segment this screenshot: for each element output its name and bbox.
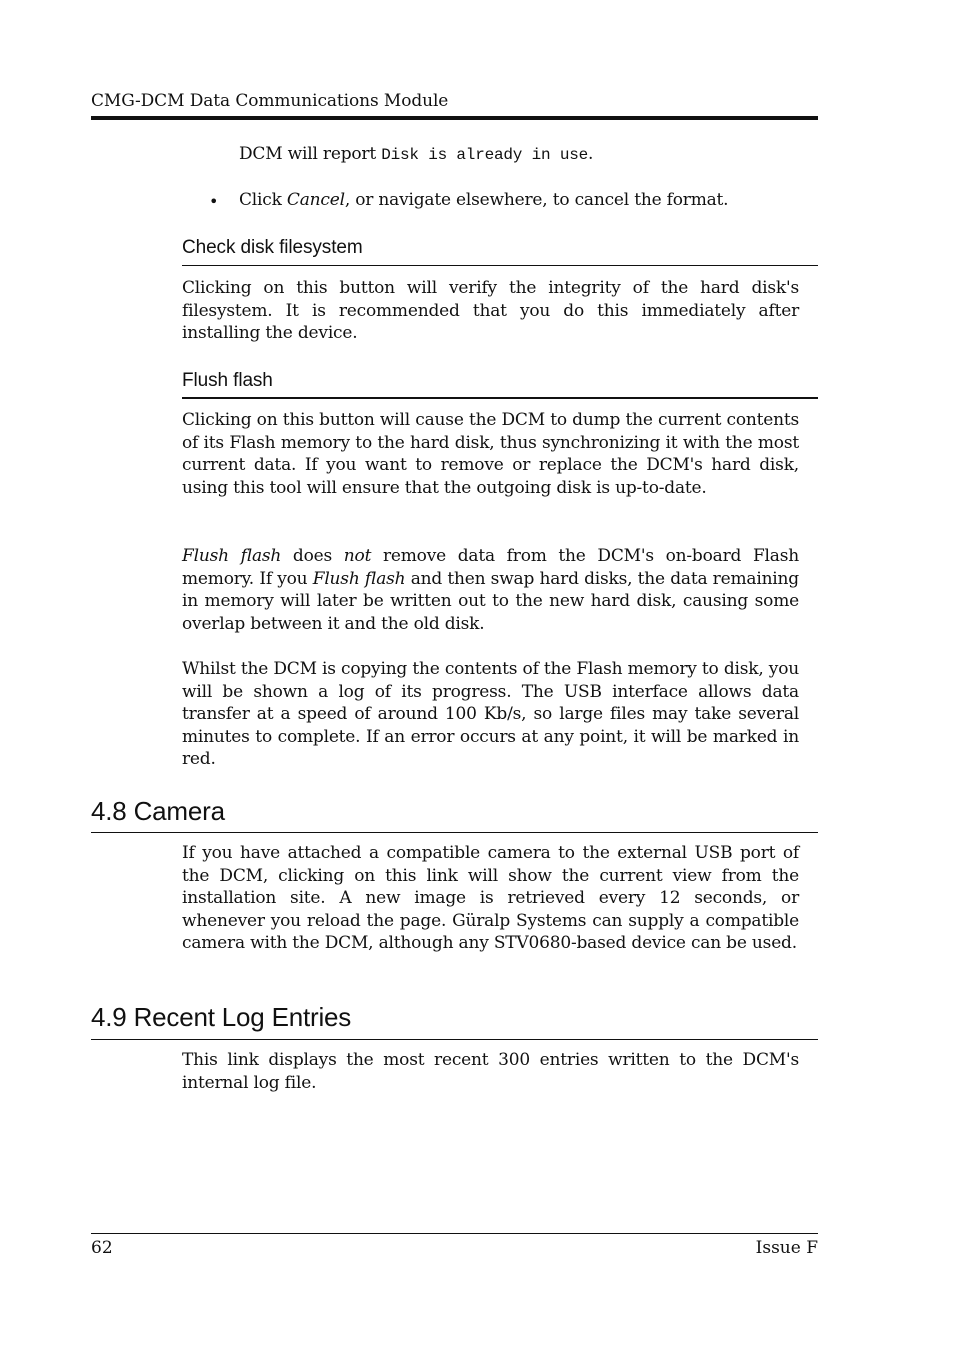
bullet-marker: •: [209, 192, 219, 211]
flush-flash-para-1: Clicking on this button will cause the DCM to dump the current contents of its Flash memory to the hard disk, thus synchronizing it with the most current data. If you want to remove or replace the DCM's hard disk, using this tool will ensure that the outgoing disk is up-to-date.: [182, 410, 799, 498]
not-emphasis: not: [343, 546, 372, 566]
cancel-term: Cancel: [286, 190, 345, 210]
flush-flash-heading: Flush flash: [182, 370, 273, 391]
recent-log-section-heading: 4.9 Recent Log Entries: [91, 1002, 352, 1032]
recent-log-section-rule: [91, 1039, 818, 1040]
check-disk-body: Clicking on this button will verify the integrity of the hard disk's filesystem. It is recommended that you do this immediately after installing the device.: [182, 278, 799, 344]
issue-label: Issue F: [755, 1238, 818, 1258]
flush-flash-para-2: [182, 545, 799, 635]
camera-body: If you have attached a compatible camera to the external USB port of the DCM, clicking on this link will show the current view from the installation site. A new image is retrieved every 12 seconds, or whenever you reload the page. Güralp Systems can supply a compatible camera with the DCM, although any STV0680-based device can be used.: [182, 843, 799, 954]
para-2-text-1: does: [281, 546, 344, 566]
bullet-prefix: Click: [239, 190, 287, 210]
running-header: CMG-DCM Data Communications Module: [91, 91, 449, 111]
para-2-text-3: and then swap hard disks, the data remaining in memory will later be written out to the new hard disk, causing some overlap between it and the old disk.: [182, 568, 799, 634]
flush-flash-term-1: Flush flash: [182, 546, 282, 566]
recent-log-body: This link displays the most recent 300 entries written to the DCM's internal log file.: [182, 1050, 799, 1093]
check-disk-heading: Check disk filesystem: [182, 237, 363, 258]
footer-rule: [91, 1233, 818, 1234]
page-number: 62: [91, 1238, 113, 1258]
report-code: Disk is already in use: [381, 146, 589, 164]
report-line: [239, 143, 593, 166]
bullet-suffix: , or navigate elsewhere, to cancel the format.: [344, 190, 729, 210]
flush-flash-term-2: Flush flash: [312, 568, 406, 589]
cancel-bullet-line: [239, 189, 728, 211]
header-rule: [91, 116, 818, 120]
report-suffix: .: [588, 144, 594, 164]
flush-flash-rule: [182, 397, 818, 399]
flush-flash-para-3: Whilst the DCM is copying the contents of the Flash memory to disk, you will be shown a log of its progress. The USB interface allows data transfer at a speed of around 100 Kb/s, so large files may take several minutes to complete. If an error occurs at any point, it will be marked in red.: [182, 659, 799, 770]
report-prefix: DCM will report: [239, 144, 382, 164]
camera-section-heading: 4.8 Camera: [91, 796, 225, 826]
camera-section-rule: [91, 832, 818, 833]
check-disk-rule: [182, 265, 818, 266]
para-2-text-2: remove data from the DCM's on-board Flash memory. If you: [182, 546, 799, 589]
